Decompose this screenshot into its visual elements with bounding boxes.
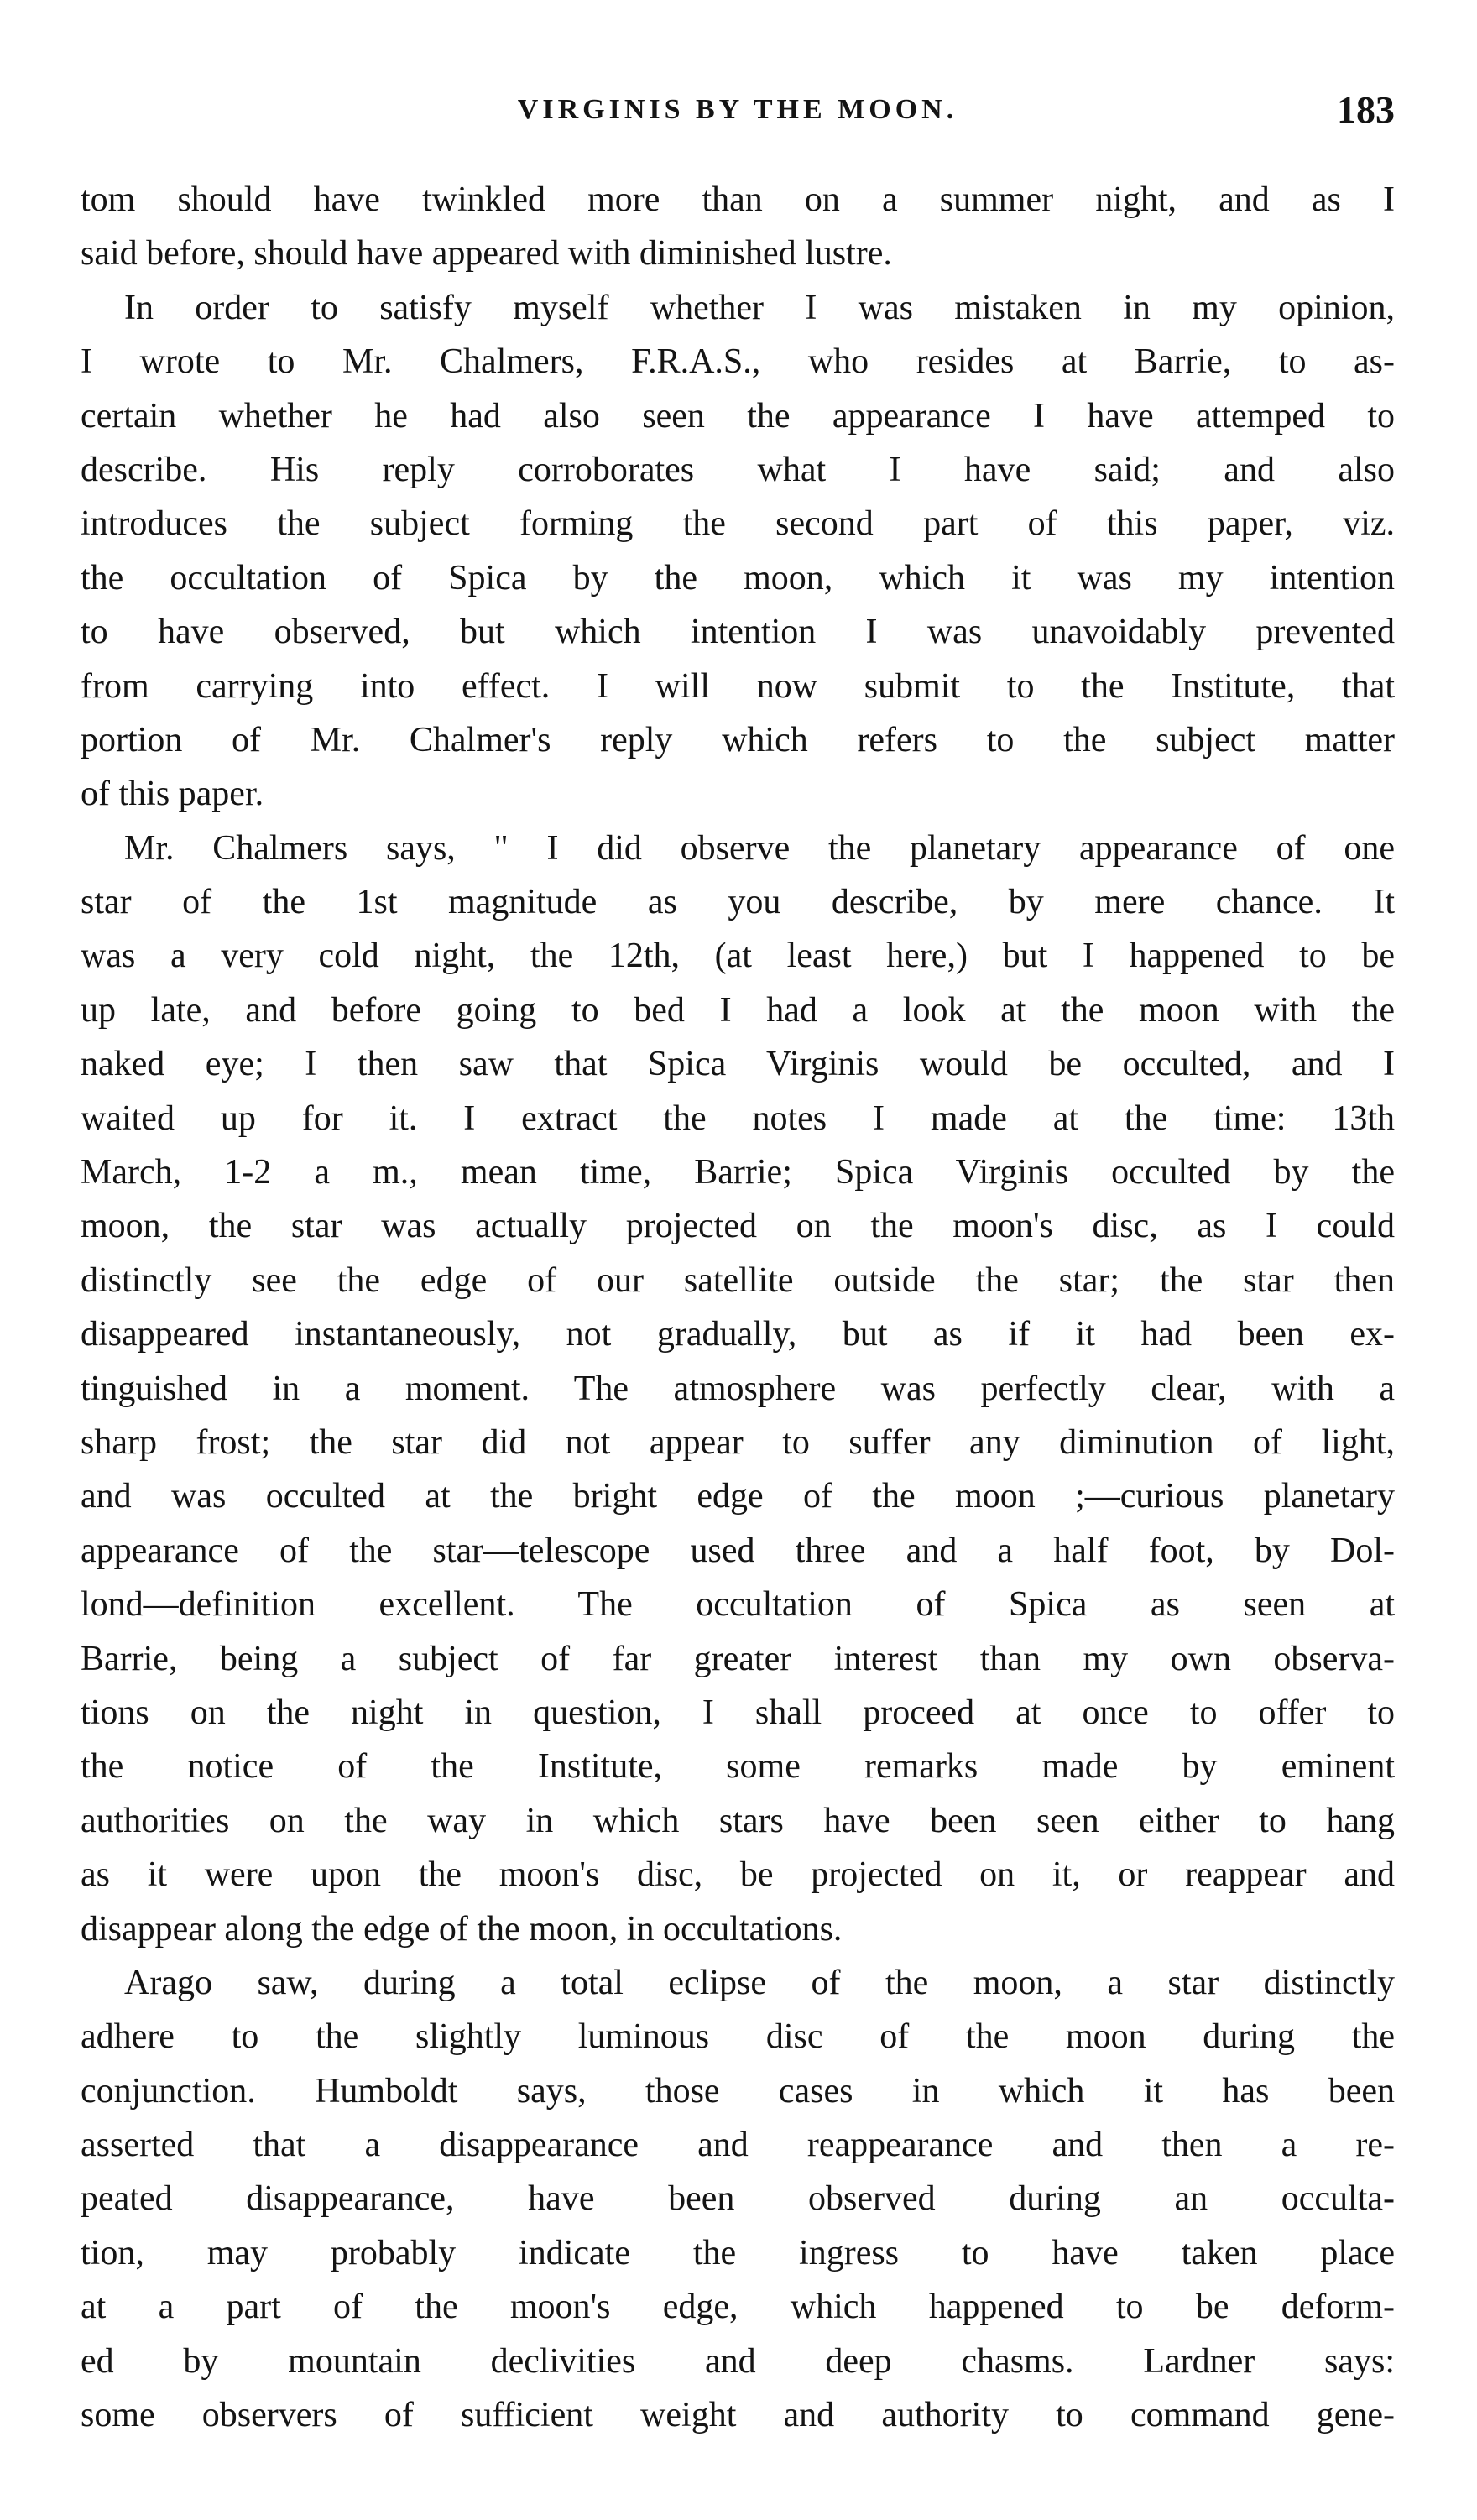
text-line: as it were upon the moon's disc, be projected on it, or reappear and [81,1855,1395,1895]
text-line: Arago saw, during a total eclipse of the moon, a star distinctly [124,1963,1395,2002]
text-line: describe. His reply corroborates what I have said; and also [81,450,1395,489]
text-line: appearance of the star—telescope used three and a half foot, by Dol- [81,1531,1395,1570]
text-line: authorities on the way in which stars have been seen either to hang [81,1801,1395,1840]
text-line: introduces the subject forming the second part of this paper, viz. [81,504,1395,544]
text-line: star of the 1st magnitude as you describe, by mere chance. It [81,883,1395,922]
text-line: asserted that a disappearance and reappearance and then a re- [81,2126,1395,2165]
text-line: Mr. Chalmers says, " I did observe the planetary appearance of one [124,828,1395,868]
running-head [81,87,1395,146]
text-line: up late, and before going to bed I had a look at the moon with the [81,990,1395,1030]
body-text [81,173,1395,2442]
text-line: was a very cold night, the 12th, (at least here,) but I happened to be [81,937,1395,976]
text-line: at a part of the moon's edge, which happened to be deform- [81,2288,1395,2327]
text-line: adhere to the slightly luminous disc of the moon during the [81,2017,1395,2057]
text-line: said before, should have appeared with diminished lustre. [81,234,892,274]
text-line: the occultation of Spica by the moon, which it was my intention [81,558,1395,597]
text-line: from carrying into effect. I will now submit to the Institute, that [81,666,1395,706]
text-line: lond—definition excellent. The occultation of Spica as seen at [81,1585,1395,1625]
text-line: Barrie, being a subject of far greater interest than my own observa- [81,1639,1395,1678]
text-line: certain whether he had also seen the appearance I have attemped to [81,396,1395,436]
text-line: March, 1-2 a m., mean time, Barrie; Spica Virginis occulted by the [81,1153,1395,1192]
text-line: sharp frost; the star did not appear to suffer any diminution of light, [81,1422,1395,1462]
text-line: waited up for it. I extract the notes I made at the time: 13th [81,1098,1395,1138]
text-line: I wrote to Mr. Chalmers, F.R.A.S., who resides at Barrie, to as- [81,342,1395,382]
text-line: the notice of the Institute, some remarks made by eminent [81,1747,1395,1787]
text-line: and was occulted at the bright edge of the moon ;—curious planetary [81,1477,1395,1516]
text-line: to have observed, but which intention I was unavoidably prevented [81,613,1395,652]
text-line: distinctly see the edge of our satellite outside the star; the star then [81,1260,1395,1300]
text-line: In order to satisfy myself whether I was mistaken in my opinion, [124,288,1395,327]
text-line: disappeared instantaneously, not gradually, but as if it had been ex- [81,1315,1395,1354]
text-line: tom should have twinkled more than on a summer night, and as I [81,180,1395,219]
text-line: conjunction. Humboldt says, those cases in which it has been [81,2071,1395,2110]
running-title: VIRGINIS BY THE MOON. [517,94,958,125]
text-line: of this paper. [81,775,264,814]
page-number: 183 [1337,88,1395,131]
text-line: disappear along the edge of the moon, in occultations. [81,1909,843,1949]
text-line: moon, the star was actually projected on the moon's disc, as I could [81,1207,1395,1246]
text-line: tions on the night in question, I shall proceed at once to offer to [81,1693,1395,1732]
text-line: peated disappearance, have been observed during an occulta- [81,2179,1395,2219]
text-line: tinguished in a moment. The atmosphere was perfectly clear, with a [81,1369,1395,1408]
text-line: some observers of sufficient weight and authority to command gene- [81,2396,1395,2435]
text-line: portion of Mr. Chalmer's reply which refers to the subject matter [81,720,1395,759]
text-line: tion, may probably indicate the ingress to have taken place [81,2233,1395,2272]
text-line: ed by mountain declivities and deep chasms. Lardner says: [81,2341,1395,2381]
text-line: naked eye; I then saw that Spica Virginis would be occulted, and I [81,1045,1395,1084]
